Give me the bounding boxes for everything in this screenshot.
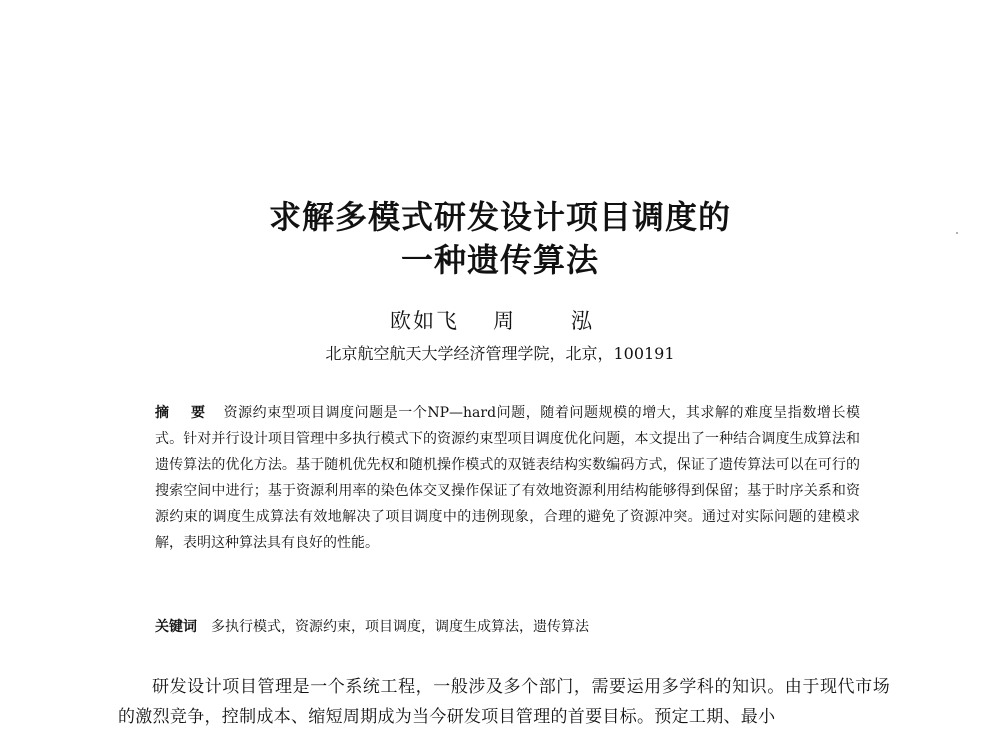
author-name: 欧如飞 (390, 309, 459, 333)
affiliation: 北京航空航天大学经济管理学院，北京，100191 (325, 344, 675, 363)
keywords-label: 关键词 (155, 619, 197, 635)
abstract-label: 摘 要 (155, 405, 214, 421)
author-list (0, 308, 1000, 334)
keywords-text: 多执行模式，资源约束，项目调度，调度生成算法，遗传算法 (211, 619, 589, 635)
abstract (155, 400, 860, 556)
paper-title-line-1: 求解多模式研发设计项目调度的 (268, 198, 731, 236)
scan-speck (956, 232, 958, 234)
body-paragraph: 研发设计项目管理是一个系统工程，一般涉及多个部门，需要运用多学科的知识。由于现代市场的激烈竞争，控制成本、缩短周期成为当今研发项目管理的首要目标。预定工期、最小 (118, 677, 890, 727)
author-name: 周 泓 (493, 309, 610, 333)
paper-title-line-2: 一种遗传算法 (400, 241, 599, 279)
keywords (155, 616, 860, 638)
abstract-text: 资源约束型项目调度问题是一个NP—hard问题，随着问题规模的增大，其求解的难度呈指数增长模式。针对并行设计项目管理中多执行模式下的资源约束型项目调度优化问题，本文提出了一种结合调度生成算法和遗传算法的优化方法。基于随机优先权和随机操作模式的双链表结构实数编码方式，保证了遗传算法可以在可行的搜索空间中进行；基于资源利用率的染色体交叉操作保证了有效地资源利用结构能够得到保留；基于时序关系和资源约束的调度生成算法有效地解决了项目调度中的违例现象，合理的避免了资源冲突。通过对实际问题的建模求解，表明这种算法具有良好的性能。 (155, 405, 861, 551)
